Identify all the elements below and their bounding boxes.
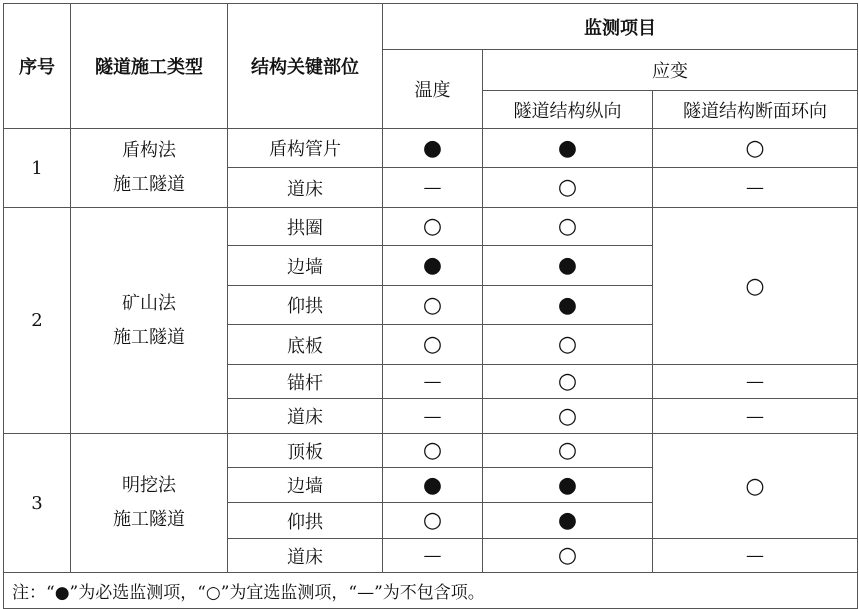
empty-circle-icon bbox=[558, 335, 577, 356]
group-tunnel-type bbox=[71, 208, 228, 434]
monitoring-items-table bbox=[3, 3, 858, 609]
empty-circle-icon bbox=[423, 441, 442, 462]
empty-circle-icon bbox=[558, 407, 577, 428]
temperature-cell bbox=[383, 246, 483, 286]
strain-circumferential-cell bbox=[653, 434, 858, 539]
header-monitoring-items: 监测项目 bbox=[383, 4, 858, 50]
filled-circle-icon bbox=[423, 256, 442, 277]
filled-circle-icon bbox=[558, 139, 577, 160]
header-temperature: 温度 bbox=[383, 50, 483, 129]
key-part: 道床 bbox=[228, 539, 383, 573]
strain-longitudinal-cell bbox=[483, 539, 653, 573]
temperature-cell bbox=[383, 325, 483, 365]
empty-circle-icon bbox=[745, 277, 764, 298]
tunnel-type-line1: 明挖法 bbox=[122, 475, 176, 496]
key-part: 拱圈 bbox=[228, 208, 383, 246]
key-part: 边墙 bbox=[228, 246, 383, 286]
strain-longitudinal-cell bbox=[483, 208, 653, 246]
table-body bbox=[4, 129, 858, 573]
strain-longitudinal-cell bbox=[483, 129, 653, 168]
empty-circle-icon bbox=[423, 511, 442, 532]
header-index: 序号 bbox=[4, 4, 71, 129]
strain-circumferential-cell bbox=[653, 129, 858, 168]
temperature-cell bbox=[383, 503, 483, 539]
strain-circumferential-cell bbox=[653, 168, 858, 208]
group-index: 1 bbox=[4, 129, 71, 208]
key-part: 边墙 bbox=[228, 468, 383, 503]
group-index: 3 bbox=[4, 434, 71, 573]
temperature-cell bbox=[383, 129, 483, 168]
strain-longitudinal-cell bbox=[483, 434, 653, 468]
temperature-cell bbox=[383, 208, 483, 246]
temperature-cell bbox=[383, 168, 483, 208]
temperature-cell bbox=[383, 286, 483, 325]
filled-circle-icon bbox=[423, 139, 442, 160]
strain-longitudinal-cell bbox=[483, 286, 653, 325]
header-tunnel-type: 隧道施工类型 bbox=[71, 4, 228, 129]
strain-longitudinal-cell bbox=[483, 168, 653, 208]
temperature-cell bbox=[383, 399, 483, 434]
temperature-cell bbox=[383, 468, 483, 503]
empty-circle-icon bbox=[558, 441, 577, 462]
dash-icon bbox=[746, 545, 764, 566]
key-part: 顶板 bbox=[228, 434, 383, 468]
strain-longitudinal-cell bbox=[483, 365, 653, 399]
tunnel-type-line1: 矿山法 bbox=[122, 292, 176, 314]
group-index: 2 bbox=[4, 208, 71, 434]
strain-longitudinal-cell bbox=[483, 468, 653, 503]
strain-longitudinal-cell bbox=[483, 325, 653, 365]
group-tunnel-type bbox=[71, 129, 228, 208]
key-part: 底板 bbox=[228, 325, 383, 365]
header-key-part: 结构关键部位 bbox=[228, 4, 383, 129]
key-part: 道床 bbox=[228, 399, 383, 434]
strain-circumferential-cell bbox=[653, 399, 858, 434]
dash-icon bbox=[746, 371, 764, 392]
table-row bbox=[4, 434, 858, 468]
dash-icon bbox=[424, 371, 442, 392]
empty-circle-icon bbox=[423, 335, 442, 356]
temperature-cell bbox=[383, 539, 483, 573]
table-note: 注：“●”为必选监测项，“○”为宜选监测项，“—”为不包含项。 bbox=[4, 573, 858, 609]
key-part: 仰拱 bbox=[228, 503, 383, 539]
monitoring-table-container bbox=[3, 3, 858, 609]
temperature-cell bbox=[383, 365, 483, 399]
tunnel-type-line2: 施工隧道 bbox=[113, 174, 185, 195]
strain-circumferential-cell bbox=[653, 539, 858, 573]
temperature-cell bbox=[383, 434, 483, 468]
key-part: 仰拱 bbox=[228, 286, 383, 325]
dash-icon bbox=[424, 545, 442, 566]
filled-circle-icon bbox=[423, 476, 442, 497]
empty-circle-icon bbox=[423, 217, 442, 238]
tunnel-type-line1: 盾构法 bbox=[122, 140, 176, 161]
group-tunnel-type bbox=[71, 434, 228, 573]
header-strain: 应变 bbox=[483, 50, 858, 91]
empty-circle-icon bbox=[558, 217, 577, 238]
empty-circle-icon bbox=[558, 372, 577, 393]
dash-icon bbox=[746, 406, 764, 427]
empty-circle-icon bbox=[423, 296, 442, 317]
filled-circle-icon bbox=[558, 296, 577, 317]
empty-circle-icon bbox=[745, 139, 764, 160]
dash-icon bbox=[424, 177, 442, 198]
tunnel-type-line2: 施工隧道 bbox=[113, 326, 185, 348]
key-part: 锚杆 bbox=[228, 365, 383, 399]
table-row bbox=[4, 208, 858, 246]
filled-circle-icon bbox=[558, 256, 577, 277]
empty-circle-icon bbox=[558, 178, 577, 199]
table-row bbox=[4, 129, 858, 168]
filled-circle-icon bbox=[558, 511, 577, 532]
strain-circumferential-cell bbox=[653, 365, 858, 399]
tunnel-type-line2: 施工隧道 bbox=[113, 509, 185, 530]
filled-circle-icon bbox=[558, 476, 577, 497]
empty-circle-icon bbox=[745, 477, 764, 498]
strain-circumferential-cell bbox=[653, 208, 858, 365]
key-part: 道床 bbox=[228, 168, 383, 208]
dash-icon bbox=[424, 406, 442, 427]
strain-longitudinal-cell bbox=[483, 503, 653, 539]
empty-circle-icon bbox=[558, 546, 577, 567]
strain-longitudinal-cell bbox=[483, 246, 653, 286]
strain-longitudinal-cell bbox=[483, 399, 653, 434]
key-part: 盾构管片 bbox=[228, 129, 383, 168]
header-strain-longitudinal: 隧道结构纵向 bbox=[483, 91, 653, 129]
header-strain-circumferential: 隧道结构断面环向 bbox=[653, 91, 858, 129]
dash-icon bbox=[746, 177, 764, 198]
